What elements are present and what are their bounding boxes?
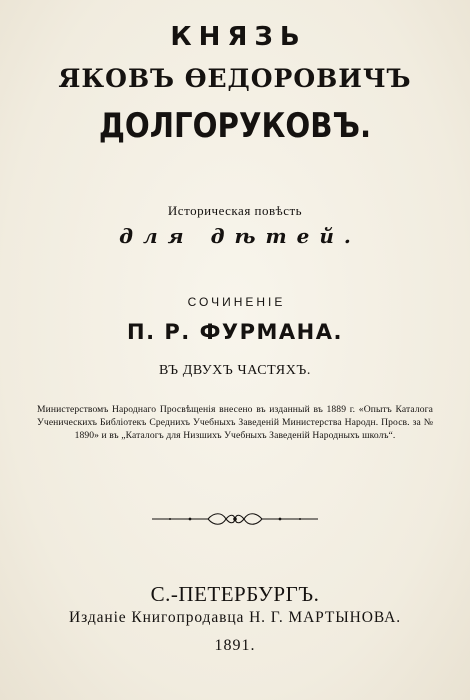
title-prefix: КНЯЗЬ (170, 22, 307, 52)
imprint-year: 1891. (214, 637, 256, 654)
author-name: П. Р. ФУРМАНА. (127, 320, 343, 344)
subtitle-audience: для дѣтей. (119, 224, 361, 248)
title-surname: ДОЛГОРУКОВЪ. (98, 106, 372, 146)
title-name: ЯКОВЪ ѲЕДОРОВИЧЪ (58, 64, 412, 93)
parts-note: ВЪ ДВУХЪ ЧАСТЯХЪ. (158, 363, 312, 378)
ministry-notice: Министерствомъ Народнаго Просвѣщенія внесено въ изданный въ 1889 г. «Опытъ Каталога Ученическихъ Библіотекъ Среднихъ Учебныхъ Заведеній Министерства Народн. Просв. за № 1890» и въ „Каталогъ для Низшихъ Учебныхъ Заведеній Народныхъ школъ“. (37, 404, 433, 441)
work-label: СОЧИНЕНІЕ (187, 295, 286, 309)
imprint-city: С.-ПЕТЕРБУРГЪ. (150, 582, 320, 606)
decorative-ornament-icon (150, 509, 320, 529)
imprint-publisher: Изданіе Книгопродавца Н. Г. МАРТЫНОВА. (69, 609, 401, 626)
subtitle-genre: Историческая повѣсть (167, 203, 303, 218)
